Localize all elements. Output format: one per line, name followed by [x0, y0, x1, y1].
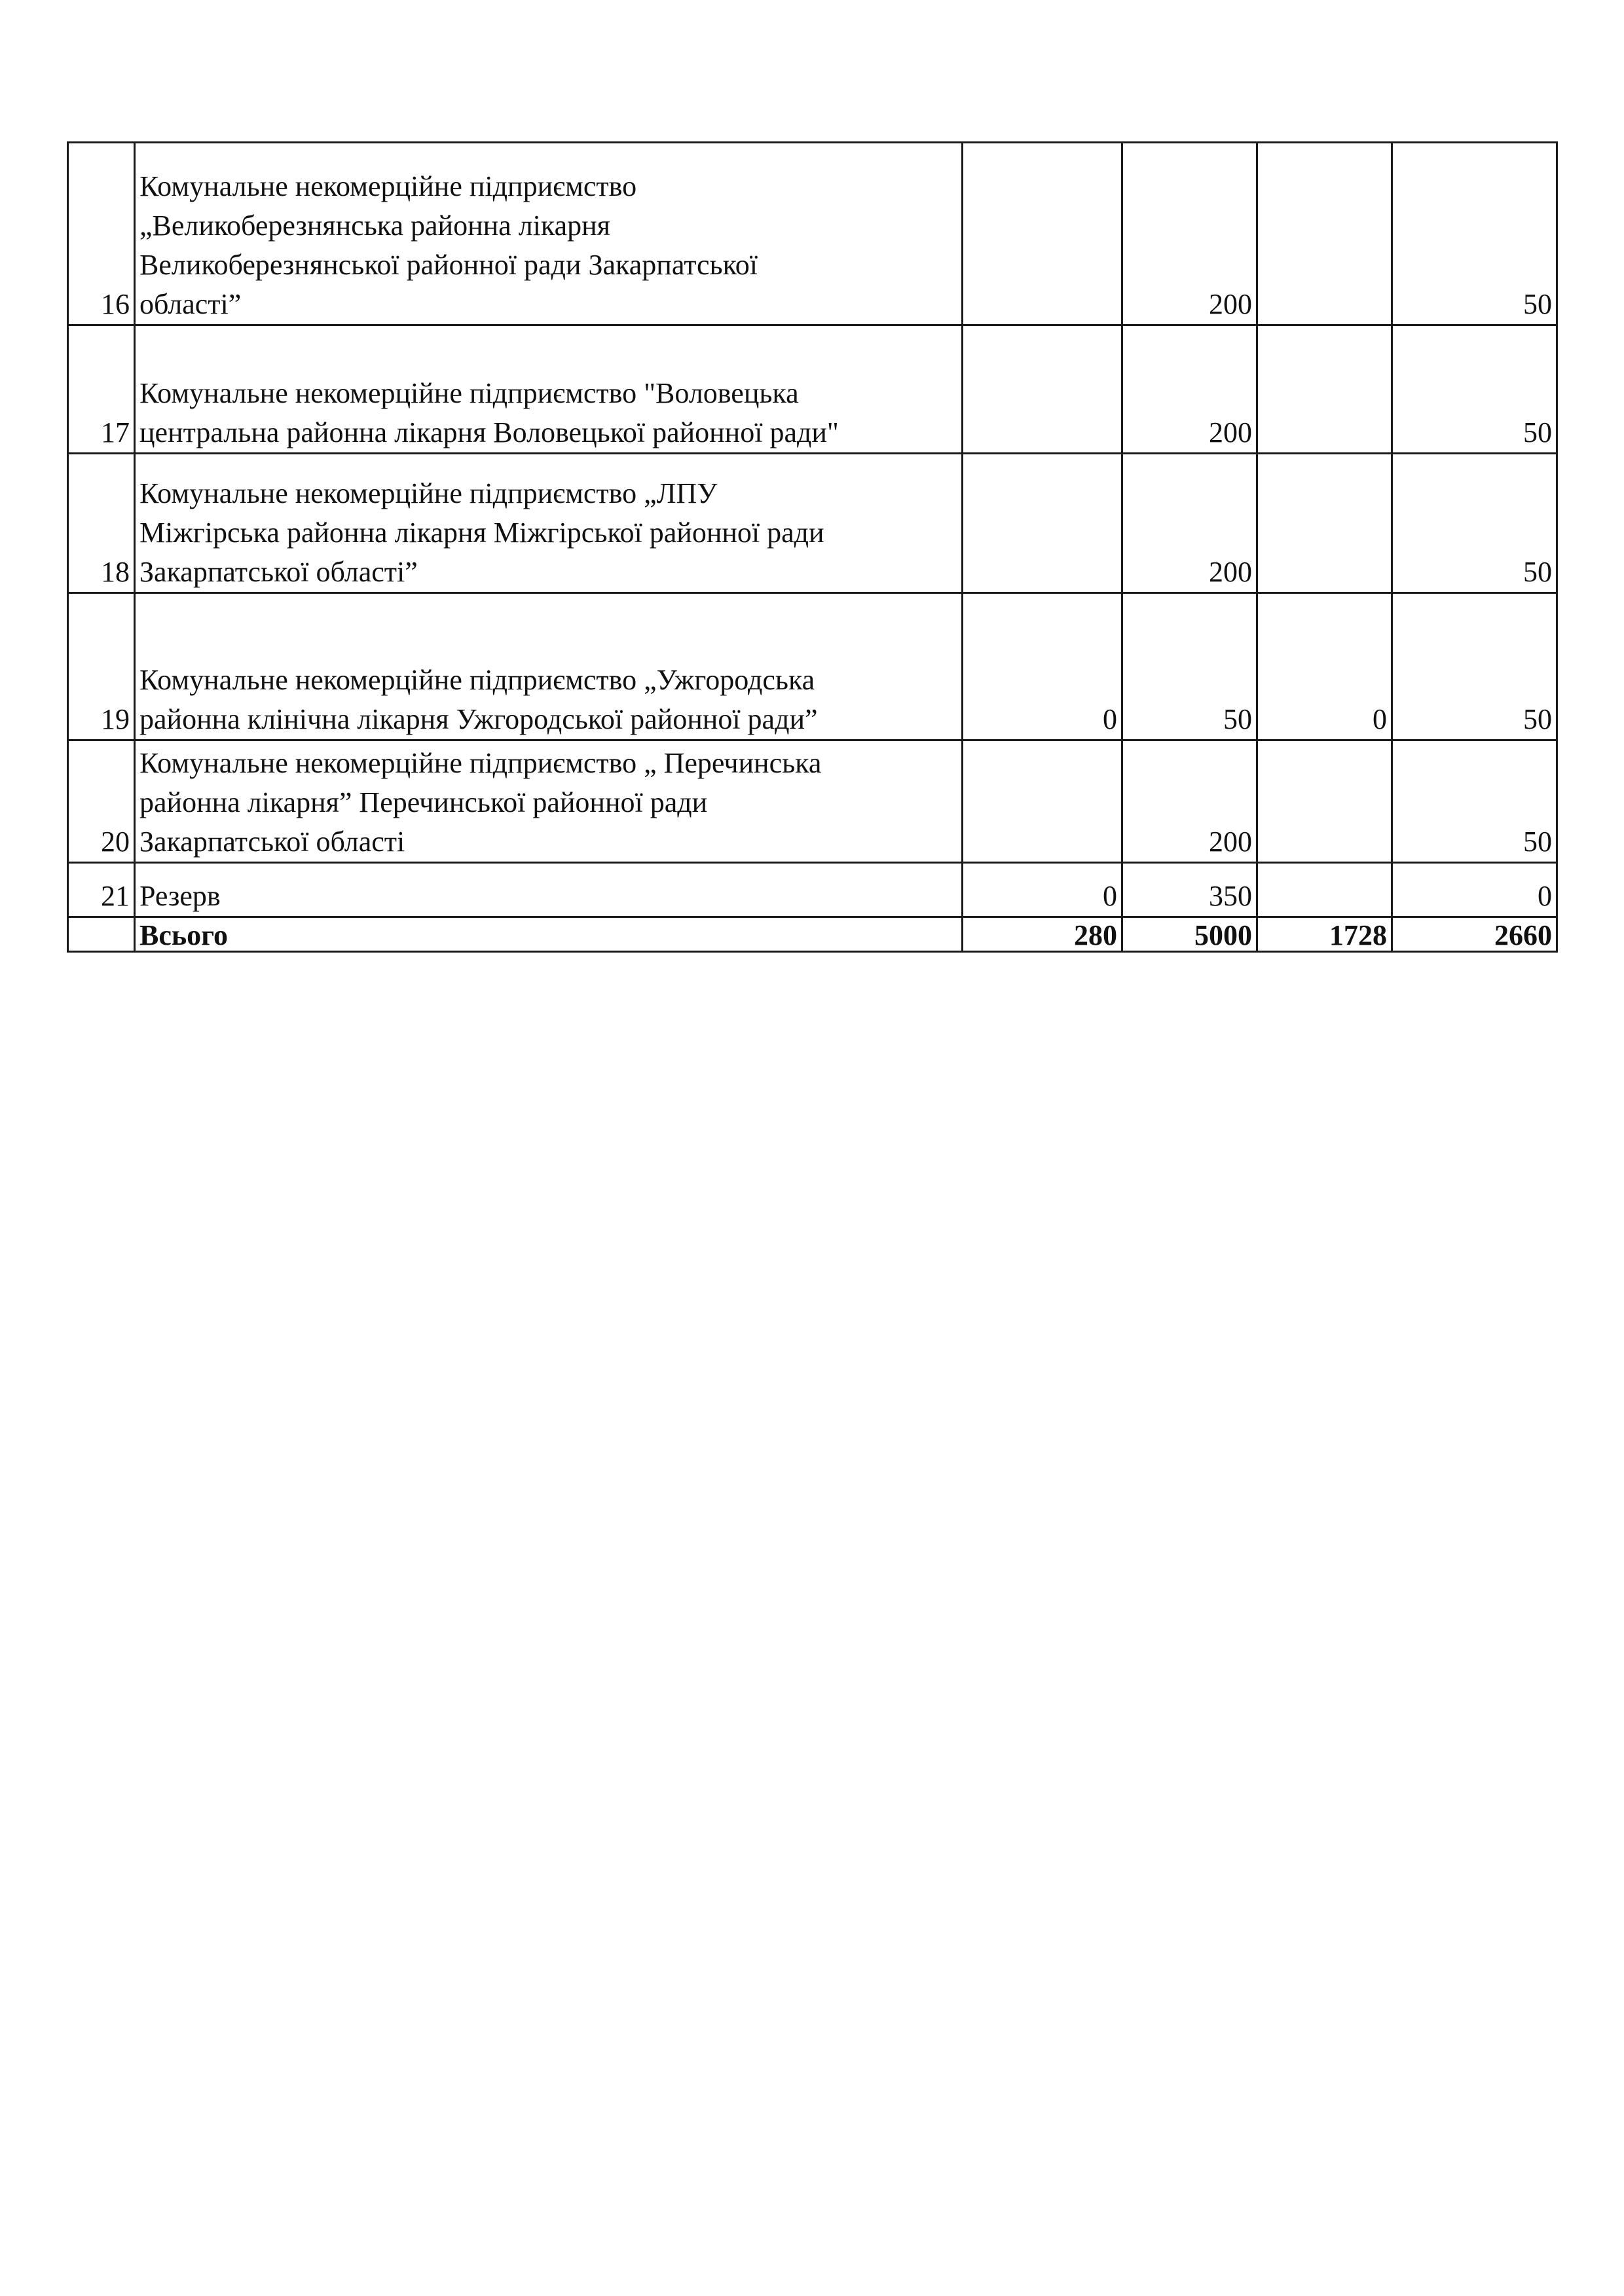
institution-name [135, 325, 963, 454]
total-col-3: 1728 [1257, 917, 1392, 952]
table-row [68, 325, 1557, 454]
value-col-3 [1257, 454, 1392, 593]
table-row [68, 863, 1557, 917]
value-col-2: 350 [1122, 863, 1257, 917]
value-col-1 [963, 143, 1122, 325]
name-line: Резерв [139, 880, 221, 912]
institution-name [135, 863, 963, 917]
name-line: Комунальне некомерційне підприємство „Ужгородська [139, 664, 815, 696]
name-line: Комунальне некомерційне підприємство "Воловецька [139, 377, 799, 409]
value-col-4: 50 [1392, 143, 1557, 325]
total-col-4: 2660 [1392, 917, 1557, 952]
name-line: Закарпатської області [139, 826, 405, 858]
institution-name [135, 740, 963, 863]
table-row [68, 593, 1557, 740]
name-line: Комунальне некомерційне підприємство [139, 170, 637, 202]
name-line: районна лікарня” Перечинської районної ради [139, 786, 708, 818]
value-col-4: 0 [1392, 863, 1557, 917]
name-line: Великоберезнянської районної ради Закарпатської [139, 249, 758, 281]
value-col-1 [963, 740, 1122, 863]
value-col-1 [963, 325, 1122, 454]
table-row [68, 454, 1557, 593]
institution-name [135, 593, 963, 740]
value-col-1: 0 [963, 863, 1122, 917]
name-line: області” [139, 288, 242, 320]
row-number: 16 [68, 143, 135, 325]
row-number: 19 [68, 593, 135, 740]
row-number [68, 917, 135, 952]
value-col-2: 200 [1122, 454, 1257, 593]
name-line: центральна районна лікарня Воловецької районної ради" [139, 416, 839, 448]
name-line: Міжгірська районна лікарня Міжгірської районної ради [139, 517, 824, 549]
value-col-4: 50 [1392, 454, 1557, 593]
value-col-2: 200 [1122, 143, 1257, 325]
allocation-table [67, 141, 1558, 953]
value-col-3: 0 [1257, 593, 1392, 740]
total-col-2: 5000 [1122, 917, 1257, 952]
value-col-3 [1257, 325, 1392, 454]
value-col-2: 200 [1122, 740, 1257, 863]
value-col-1 [963, 454, 1122, 593]
name-line: Комунальне некомерційне підприємство „ЛПУ [139, 477, 718, 509]
value-col-4: 50 [1392, 593, 1557, 740]
name-line: „Великоберезнянська районна лікарня [139, 210, 610, 242]
total-col-1: 280 [963, 917, 1122, 952]
name-line: Закарпатської області” [139, 556, 418, 588]
value-col-2: 50 [1122, 593, 1257, 740]
name-line: районна клінічна лікарня Ужгородської районної ради” [139, 703, 818, 735]
total-label: Всього [135, 917, 963, 952]
row-number: 17 [68, 325, 135, 454]
value-col-3 [1257, 143, 1392, 325]
row-number: 21 [68, 863, 135, 917]
table-row [68, 143, 1557, 325]
value-col-4: 50 [1392, 740, 1557, 863]
name-line: Комунальне некомерційне підприємство „ Перечинська [139, 747, 822, 779]
total-row [68, 917, 1557, 952]
value-col-4: 50 [1392, 325, 1557, 454]
institution-name [135, 143, 963, 325]
value-col-1: 0 [963, 593, 1122, 740]
value-col-2: 200 [1122, 325, 1257, 454]
institution-name [135, 454, 963, 593]
value-col-3 [1257, 863, 1392, 917]
table-row [68, 740, 1557, 863]
value-col-3 [1257, 740, 1392, 863]
row-number: 20 [68, 740, 135, 863]
row-number: 18 [68, 454, 135, 593]
